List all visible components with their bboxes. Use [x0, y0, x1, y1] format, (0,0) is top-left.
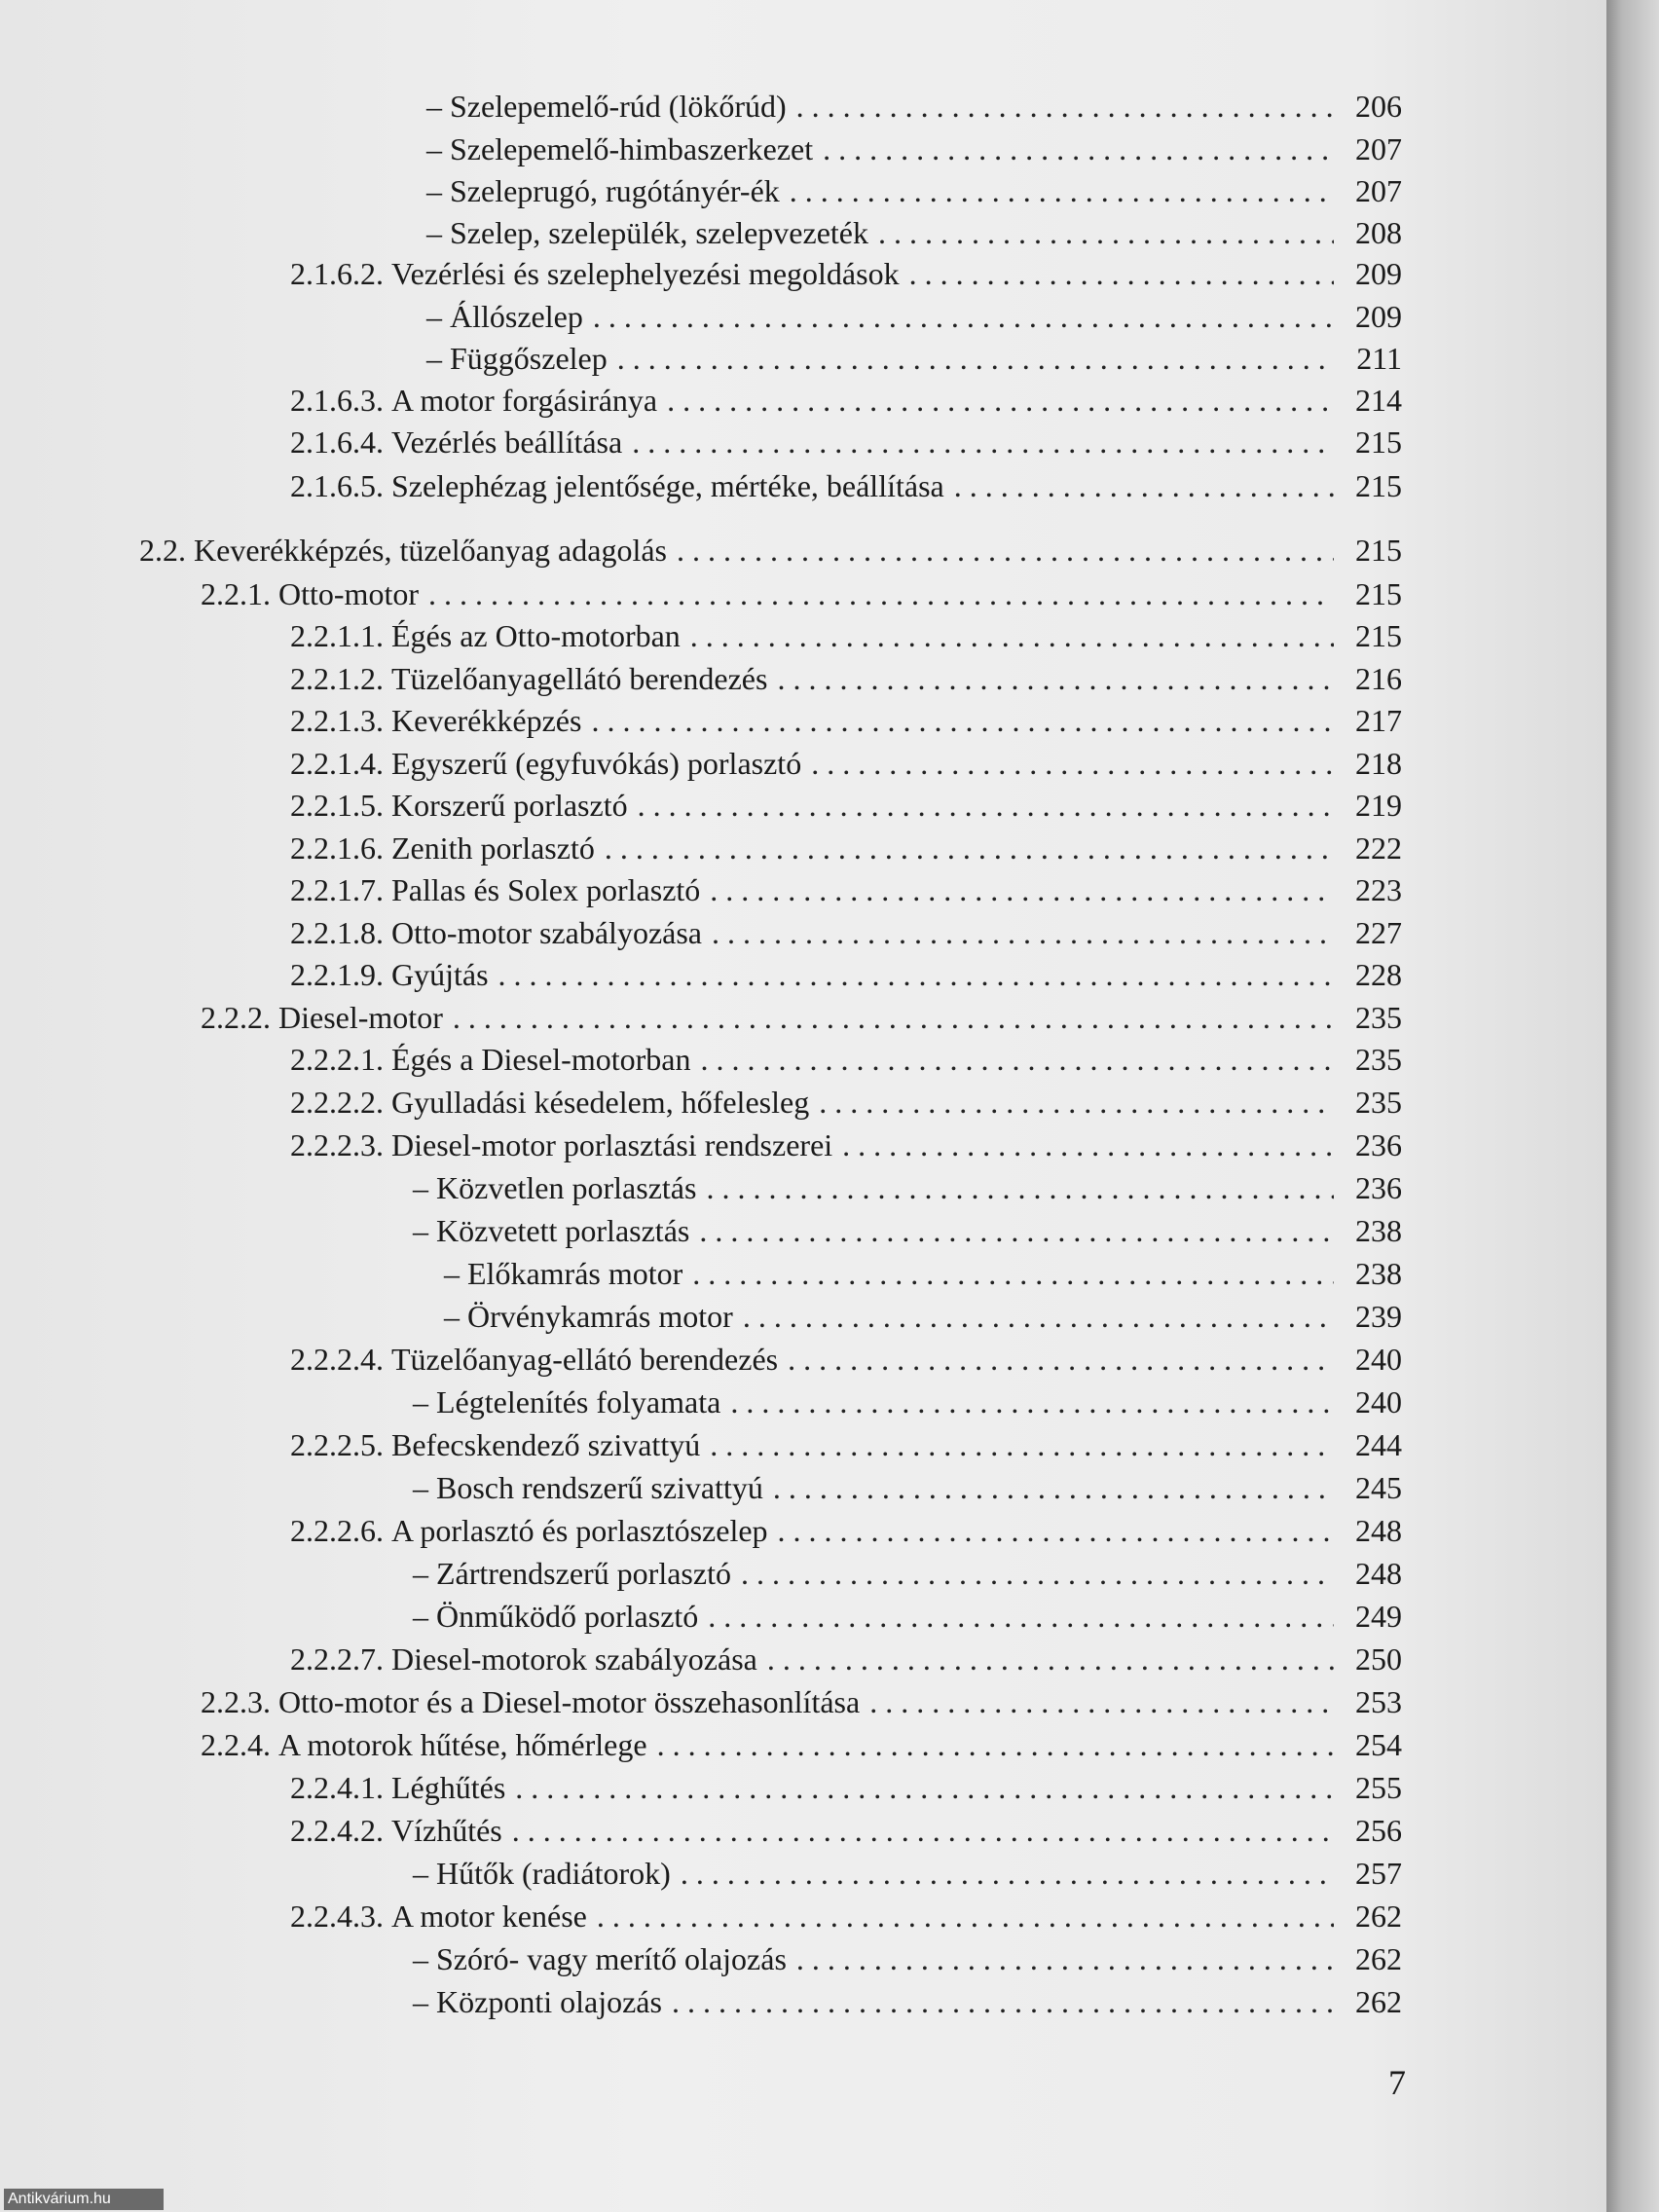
toc-entry-page: 214 — [1355, 383, 1402, 418]
toc-entry-number: 2.1.6.3. — [290, 383, 384, 418]
leader-dots — [741, 1553, 1334, 1594]
toc-entry-number: 2.2.4.2. — [290, 1813, 384, 1848]
toc-entry-page: 244 — [1355, 1427, 1402, 1462]
toc-entry-number: 2.2.2.2. — [290, 1085, 384, 1120]
toc-entry-number: 2.1.6.4. — [290, 424, 384, 460]
toc-entry-page: 215 — [1355, 576, 1402, 611]
leader-dots — [767, 1639, 1334, 1679]
leader-dots — [638, 785, 1334, 826]
toc-entry — [201, 1681, 1402, 1722]
toc-entry-number: 2.2.2.7. — [290, 1641, 384, 1677]
toc-entry-page: 223 — [1355, 872, 1402, 907]
toc-entry-page: 209 — [1355, 256, 1402, 291]
toc-entry — [290, 658, 1402, 699]
leader-dots — [796, 1938, 1334, 1979]
toc-entry-page: 238 — [1355, 1256, 1402, 1291]
toc-entry-title: – Önműködő porlasztó — [413, 1599, 699, 1634]
toc-entry — [290, 912, 1402, 953]
toc-entry — [290, 1767, 1402, 1808]
toc-entry-page: 250 — [1355, 1641, 1402, 1677]
toc-entry-title: – Közvetett porlasztás — [413, 1213, 690, 1248]
toc-entry-page: 218 — [1355, 746, 1402, 781]
toc-entry-number: 2.2.1.9. — [290, 957, 384, 992]
leader-dots — [657, 1724, 1334, 1765]
leader-dots — [632, 422, 1334, 462]
toc-entry-title: – Szelep, szelepülék, szelepvezeték — [426, 215, 868, 250]
leader-dots — [681, 1853, 1334, 1894]
leader-dots — [842, 1124, 1334, 1165]
toc-entry — [419, 296, 1402, 337]
toc-entry — [290, 1896, 1402, 1936]
toc-entry — [405, 1167, 1402, 1208]
leader-dots — [700, 1039, 1334, 1080]
toc-entry — [290, 828, 1402, 868]
toc-entry-page: 209 — [1355, 299, 1402, 334]
toc-entry-title: A motorok hűtése, hőmérlege — [278, 1727, 647, 1762]
toc-entry — [290, 1339, 1402, 1380]
toc-entry-page: 217 — [1355, 703, 1402, 738]
leader-dots — [710, 1424, 1334, 1465]
leader-dots — [708, 1596, 1334, 1637]
toc-entry — [290, 1039, 1402, 1080]
toc-entry — [201, 573, 1402, 614]
toc-entry — [290, 1810, 1402, 1851]
toc-entry-title: – Hűtők (radiátorok) — [413, 1856, 671, 1891]
toc-entry-title: – Szelepemelő-himbaszerkezet — [426, 131, 814, 166]
toc-entry — [405, 1938, 1402, 1979]
toc-entry-title: – Állószelep — [426, 299, 583, 334]
leader-dots — [811, 743, 1334, 784]
leader-dots — [712, 912, 1334, 953]
toc-entry — [290, 253, 1402, 294]
toc-entry-number: 2.2.1.5. — [290, 788, 384, 823]
leader-dots — [515, 1767, 1334, 1808]
toc-entry-page: 235 — [1355, 1042, 1402, 1077]
leader-dots — [512, 1810, 1334, 1851]
toc-entry-page: 216 — [1355, 661, 1402, 696]
toc-entry — [139, 530, 1402, 571]
toc-entry-title: Tüzelőanyag-ellátó berendezés — [391, 1342, 779, 1377]
toc-entry-number: 2.2.2.4. — [290, 1342, 384, 1377]
toc-entry-page: 215 — [1355, 533, 1402, 568]
toc-entry-title: Otto-motor szabályozása — [391, 915, 702, 950]
toc-entry-page: 262 — [1355, 1984, 1402, 2019]
leader-dots — [878, 212, 1334, 253]
toc-entry-title: – Örvénykamrás motor — [444, 1299, 733, 1334]
toc-entry-number: 2.2.1.6. — [290, 830, 384, 866]
toc-entry-title: – Szóró- vagy merítő olajozás — [413, 1941, 787, 1976]
toc-entry-page: 253 — [1355, 1684, 1402, 1719]
toc-entry-title: Égés a Diesel-motorban — [391, 1042, 691, 1077]
toc-entry-number: 2.1.6.2. — [290, 256, 384, 291]
toc-entry — [405, 1553, 1402, 1594]
toc-entry-title: – Bosch rendszerű szivattyú — [413, 1470, 763, 1505]
leader-dots — [667, 380, 1334, 421]
toc-entry — [290, 615, 1402, 656]
toc-entry — [290, 1510, 1402, 1551]
toc-entry-title: – Függőszelep — [426, 341, 608, 376]
leader-dots — [597, 1896, 1334, 1936]
toc-entry-page: 248 — [1355, 1556, 1402, 1591]
toc-entry — [290, 380, 1402, 421]
toc-entry-title: Egyszerű (egyfuvókás) porlasztó — [391, 746, 802, 781]
toc-entry-page: 240 — [1355, 1384, 1402, 1419]
toc-entry-title: Otto-motor és a Diesel-motor összehasonlítása — [278, 1684, 861, 1719]
leader-dots — [819, 1082, 1334, 1123]
toc-entry-title: Diesel-motorok szabályozása — [391, 1641, 757, 1677]
toc-entry-page: 262 — [1355, 1899, 1402, 1934]
toc-entry-number: 2.2.4.3. — [290, 1899, 384, 1934]
toc-entry-page: 245 — [1355, 1470, 1402, 1505]
page-number: 7 — [1388, 2063, 1406, 2102]
toc-entry — [290, 869, 1402, 910]
toc-entry-title: A motor kenése — [391, 1899, 587, 1934]
toc-entry-title: Vezérlés beállítása — [391, 424, 623, 460]
toc-entry-title: Szelephézag jelentősége, mértéke, beállítása — [391, 468, 944, 503]
toc-entry-title: Vízhűtés — [391, 1813, 502, 1848]
toc-entry-number: 2.2.3. — [201, 1684, 271, 1719]
leader-dots — [591, 700, 1334, 741]
leader-dots — [778, 1510, 1334, 1551]
leader-dots — [954, 465, 1334, 506]
toc-entry — [436, 1253, 1402, 1294]
leader-dots — [692, 1253, 1334, 1294]
toc-entry-page: 254 — [1355, 1727, 1402, 1762]
toc-entry — [290, 1424, 1402, 1465]
toc-entry-page: 248 — [1355, 1513, 1402, 1548]
leader-dots — [790, 170, 1334, 211]
toc-entry-page: 222 — [1355, 830, 1402, 866]
toc-entry — [290, 954, 1402, 995]
leader-dots — [743, 1296, 1334, 1337]
leader-dots — [823, 129, 1334, 169]
toc-entry — [436, 1296, 1402, 1337]
toc-entry-page: 207 — [1355, 173, 1402, 208]
leader-dots — [617, 338, 1334, 379]
toc-entry-page: 215 — [1355, 618, 1402, 653]
toc-entry-title: – Közvetlen porlasztás — [413, 1170, 697, 1205]
toc-entry-number: 2.1.6.5. — [290, 468, 384, 503]
toc-entry-title: Diesel-motor — [278, 1000, 443, 1035]
toc-entry — [419, 86, 1402, 127]
leader-dots — [706, 1167, 1334, 1208]
toc-entry-page: 240 — [1355, 1342, 1402, 1377]
toc-entry-page: 255 — [1355, 1770, 1402, 1805]
toc-entry-title: Otto-motor — [278, 576, 419, 611]
toc-entry-number: 2.2. — [139, 533, 186, 568]
toc-entry — [405, 1853, 1402, 1894]
leader-dots — [909, 253, 1334, 294]
toc-entry-page: 257 — [1355, 1856, 1402, 1891]
toc-entry-number: 2.2.4.1. — [290, 1770, 384, 1805]
toc-entry-title: Pallas és Solex porlasztó — [391, 872, 701, 907]
toc-entry-number: 2.2.1.1. — [290, 618, 384, 653]
toc-entry — [405, 1382, 1402, 1422]
toc-entry — [405, 1467, 1402, 1508]
toc-entry — [419, 170, 1402, 211]
toc-entry — [419, 338, 1402, 379]
toc-entry-title: – Szelepemelő-rúd (lökőrúd) — [426, 89, 787, 124]
toc-entry-number: 2.2.2.5. — [290, 1427, 384, 1462]
leader-dots — [453, 997, 1334, 1038]
toc-entry — [419, 212, 1402, 253]
toc-entry-title: – Szeleprugó, rugótányér-ék — [426, 173, 780, 208]
toc-entry-title: Gyújtás — [391, 957, 489, 992]
toc-entry-number: 2.2.2.6. — [290, 1513, 384, 1548]
watermark: Antikvárium.hu — [4, 2189, 164, 2210]
toc-entry-number: 2.2.1.8. — [290, 915, 384, 950]
toc-entry-number: 2.2.1.7. — [290, 872, 384, 907]
toc-entry — [419, 129, 1402, 169]
leader-dots — [677, 530, 1334, 571]
toc-entry-page: 235 — [1355, 1085, 1402, 1120]
toc-entry — [290, 1124, 1402, 1165]
leader-dots — [498, 954, 1334, 995]
leader-dots — [773, 1467, 1334, 1508]
toc-entry-title: Keverékképzés, tüzelőanyag adagolás — [194, 533, 667, 568]
toc-entry — [290, 1639, 1402, 1679]
toc-entry — [405, 1596, 1402, 1637]
toc-entry-page: 215 — [1355, 468, 1402, 503]
toc-entry-page: 262 — [1355, 1941, 1402, 1976]
toc-entry — [290, 743, 1402, 784]
toc-entry-page: 219 — [1355, 788, 1402, 823]
toc-entry-number: 2.2.2.1. — [290, 1042, 384, 1077]
toc-entry-page: 239 — [1355, 1299, 1402, 1334]
toc-entry-title: – Légtelenítés folyamata — [413, 1384, 721, 1419]
toc-entry-page: 256 — [1355, 1813, 1402, 1848]
toc-entry-number: 2.2.1. — [201, 576, 271, 611]
toc-entry-title: A porlasztó és porlasztószelep — [391, 1513, 768, 1548]
toc-entry-title: Zenith porlasztó — [391, 830, 595, 866]
toc-entry — [405, 1210, 1402, 1251]
leader-dots — [428, 573, 1334, 614]
toc-entry-title: Vezérlési és szelephelyezési megoldások — [391, 256, 900, 291]
toc-entry-title: A motor forgásiránya — [391, 383, 658, 418]
toc-entry-page: 211 — [1356, 341, 1402, 376]
toc-entry-number: 2.2.1.3. — [290, 703, 384, 738]
toc-entry-title: Befecskendező szivattyú — [391, 1427, 701, 1462]
toc-entry — [405, 1981, 1402, 2022]
toc-entry-number: 2.2.2. — [201, 1000, 271, 1035]
toc-entry-number: 2.2.4. — [201, 1727, 271, 1762]
toc-entry-title: Diesel-motor porlasztási rendszerei — [391, 1127, 833, 1162]
toc-entry-page: 249 — [1355, 1599, 1402, 1634]
toc-entry-title: Gyulladási késedelem, hőfelesleg — [391, 1085, 810, 1120]
toc-entry-title: Égés az Otto-motorban — [391, 618, 681, 653]
toc-entry-title: Keverékképzés — [391, 703, 582, 738]
toc-entry-title: – Előkamrás motor — [444, 1256, 683, 1291]
leader-dots — [777, 658, 1334, 699]
leader-dots — [593, 296, 1334, 337]
toc-entry — [290, 422, 1402, 462]
toc-entry-number: 2.2.2.3. — [290, 1127, 384, 1162]
leader-dots — [869, 1681, 1334, 1722]
leader-dots — [690, 615, 1334, 656]
leader-dots — [605, 828, 1334, 868]
leader-dots — [730, 1382, 1334, 1422]
toc-entry-title: Léghűtés — [391, 1770, 506, 1805]
toc-entry-page: 236 — [1355, 1170, 1402, 1205]
toc-entry — [290, 1082, 1402, 1123]
toc-entry-page: 238 — [1355, 1213, 1402, 1248]
toc-entry-page: 228 — [1355, 957, 1402, 992]
leader-dots — [672, 1981, 1334, 2022]
toc-entry-title: Tüzelőanyagellátó berendezés — [391, 661, 768, 696]
toc-entry-title: Korszerű porlasztó — [391, 788, 628, 823]
leader-dots — [710, 869, 1334, 910]
toc-entry — [201, 997, 1402, 1038]
leader-dots — [796, 86, 1334, 127]
leader-dots — [788, 1339, 1334, 1380]
toc-entry — [290, 700, 1402, 741]
toc-entry-page: 227 — [1355, 915, 1402, 950]
toc-entry-number: 2.2.1.4. — [290, 746, 384, 781]
toc-entry-page: 208 — [1355, 215, 1402, 250]
toc-entry-page: 215 — [1355, 424, 1402, 460]
leader-dots — [699, 1210, 1334, 1251]
toc-entry-title: – Központi olajozás — [413, 1984, 662, 2019]
toc-entry-number: 2.2.1.2. — [290, 661, 384, 696]
toc-entry-page: 206 — [1355, 89, 1402, 124]
toc-entry — [290, 465, 1402, 506]
toc-entry-page: 236 — [1355, 1127, 1402, 1162]
toc-entry-page: 207 — [1355, 131, 1402, 166]
toc-entry-title: – Zártrendszerű porlasztó — [413, 1556, 731, 1591]
toc-entry-page: 235 — [1355, 1000, 1402, 1035]
toc-entry — [201, 1724, 1402, 1765]
toc-entry — [290, 785, 1402, 826]
